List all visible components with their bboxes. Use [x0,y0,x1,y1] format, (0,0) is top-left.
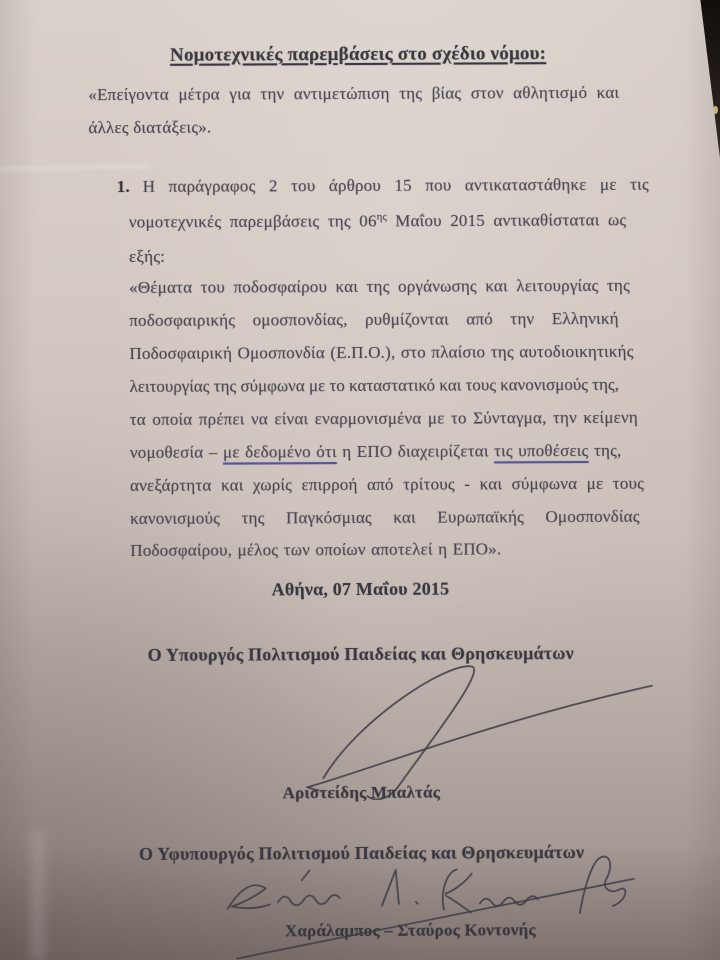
quote-line-3: Ποδοσφαιρική Ομοσπονδία (Ε.Π.Ο.), στο πλαίσιο της αυτοδιοικητικής [129,341,634,364]
item1-line-3: εξής: [128,246,166,267]
pen-underlined-phrase-1: με δεδομένο ότι [222,442,337,462]
quote-line-6 [130,441,622,463]
quote-line6-post: της, [588,440,622,461]
quote-line-5: τα οποία πρέπει να είναι εναρμονισμένα με το Σύνταγμα, την κείμενη [129,407,638,430]
item1-line-2 [129,210,627,233]
document-title: Νομοτεχνικές παρεμβάσεις στο σχέδιο νόμου: [170,43,547,66]
deputy-title: Ο Υφυπουργός Πολιτισμού Παιδείας και Θρησκευμάτων [139,842,585,864]
subtitle-line-2: άλλες διατάξεις». [88,117,212,138]
deputy-name: Χαράλαμπος – Σταύρος Κοντονής [284,920,536,941]
minister-title: Ο Υπουργός Πολιτισμού Παιδείας και Θρησκευμάτων [147,643,574,665]
quote-line-7: ανεξάρτητα και χωρίς επιρροή από τρίτους - και σύμφωνα με τους [129,473,645,496]
quote-line-8: κανονισμούς της Παγκόσμιας και Ευρωπαϊκής Ομοσπονδίας [130,506,640,529]
quote-line-4: λειτουργίας της σύμφωνα με το καταστατικό και τους κανονισμούς της, [129,374,619,397]
list-item-number: 1. [116,177,130,197]
quote-line-2: ποδοσφαιρικής ομοσπονδίας, ρυθμίζονται από την Ελληνική [129,308,619,331]
quote-line-9: Ποδοσφαίρου, μέλος των οποίων αποτελεί η ΕΠΟ». [130,539,502,561]
deputy-signature [182,849,652,960]
pen-underlined-phrase-2: τις υποθέσεις [494,441,589,461]
item1-line2-pre: νομοτεχνικές παρεμβάσεις της 06 [128,211,377,232]
quote-line6-pre: νομοθεσία – [129,442,224,463]
ordinal-superscript: ης [376,210,387,223]
subtitle-line-1: «Επείγοντα μέτρα για την αντιμετώπιση της βίας στον αθλητισμό και [88,82,620,105]
date-line: Αθήνα, 07 Μαΐου 2015 [271,578,450,600]
item1-line2-post: Μαΐου 2015 αντικαθίσταται ως [386,210,627,231]
minister-signature [301,659,662,801]
item1-line-1: Η παράγραφος 2 του άρθρου 15 που αντικαταστάθηκε με τις [142,174,649,196]
minister-name: Αριστείδης Μπαλτάς [282,782,441,803]
quote-line6-mid: η ΕΠΟ διαχειρίζεται [336,441,495,462]
quote-line-1: «Θέματα του ποδοσφαίρου και της οργάνωσης και λειτουργίας της [129,275,630,298]
